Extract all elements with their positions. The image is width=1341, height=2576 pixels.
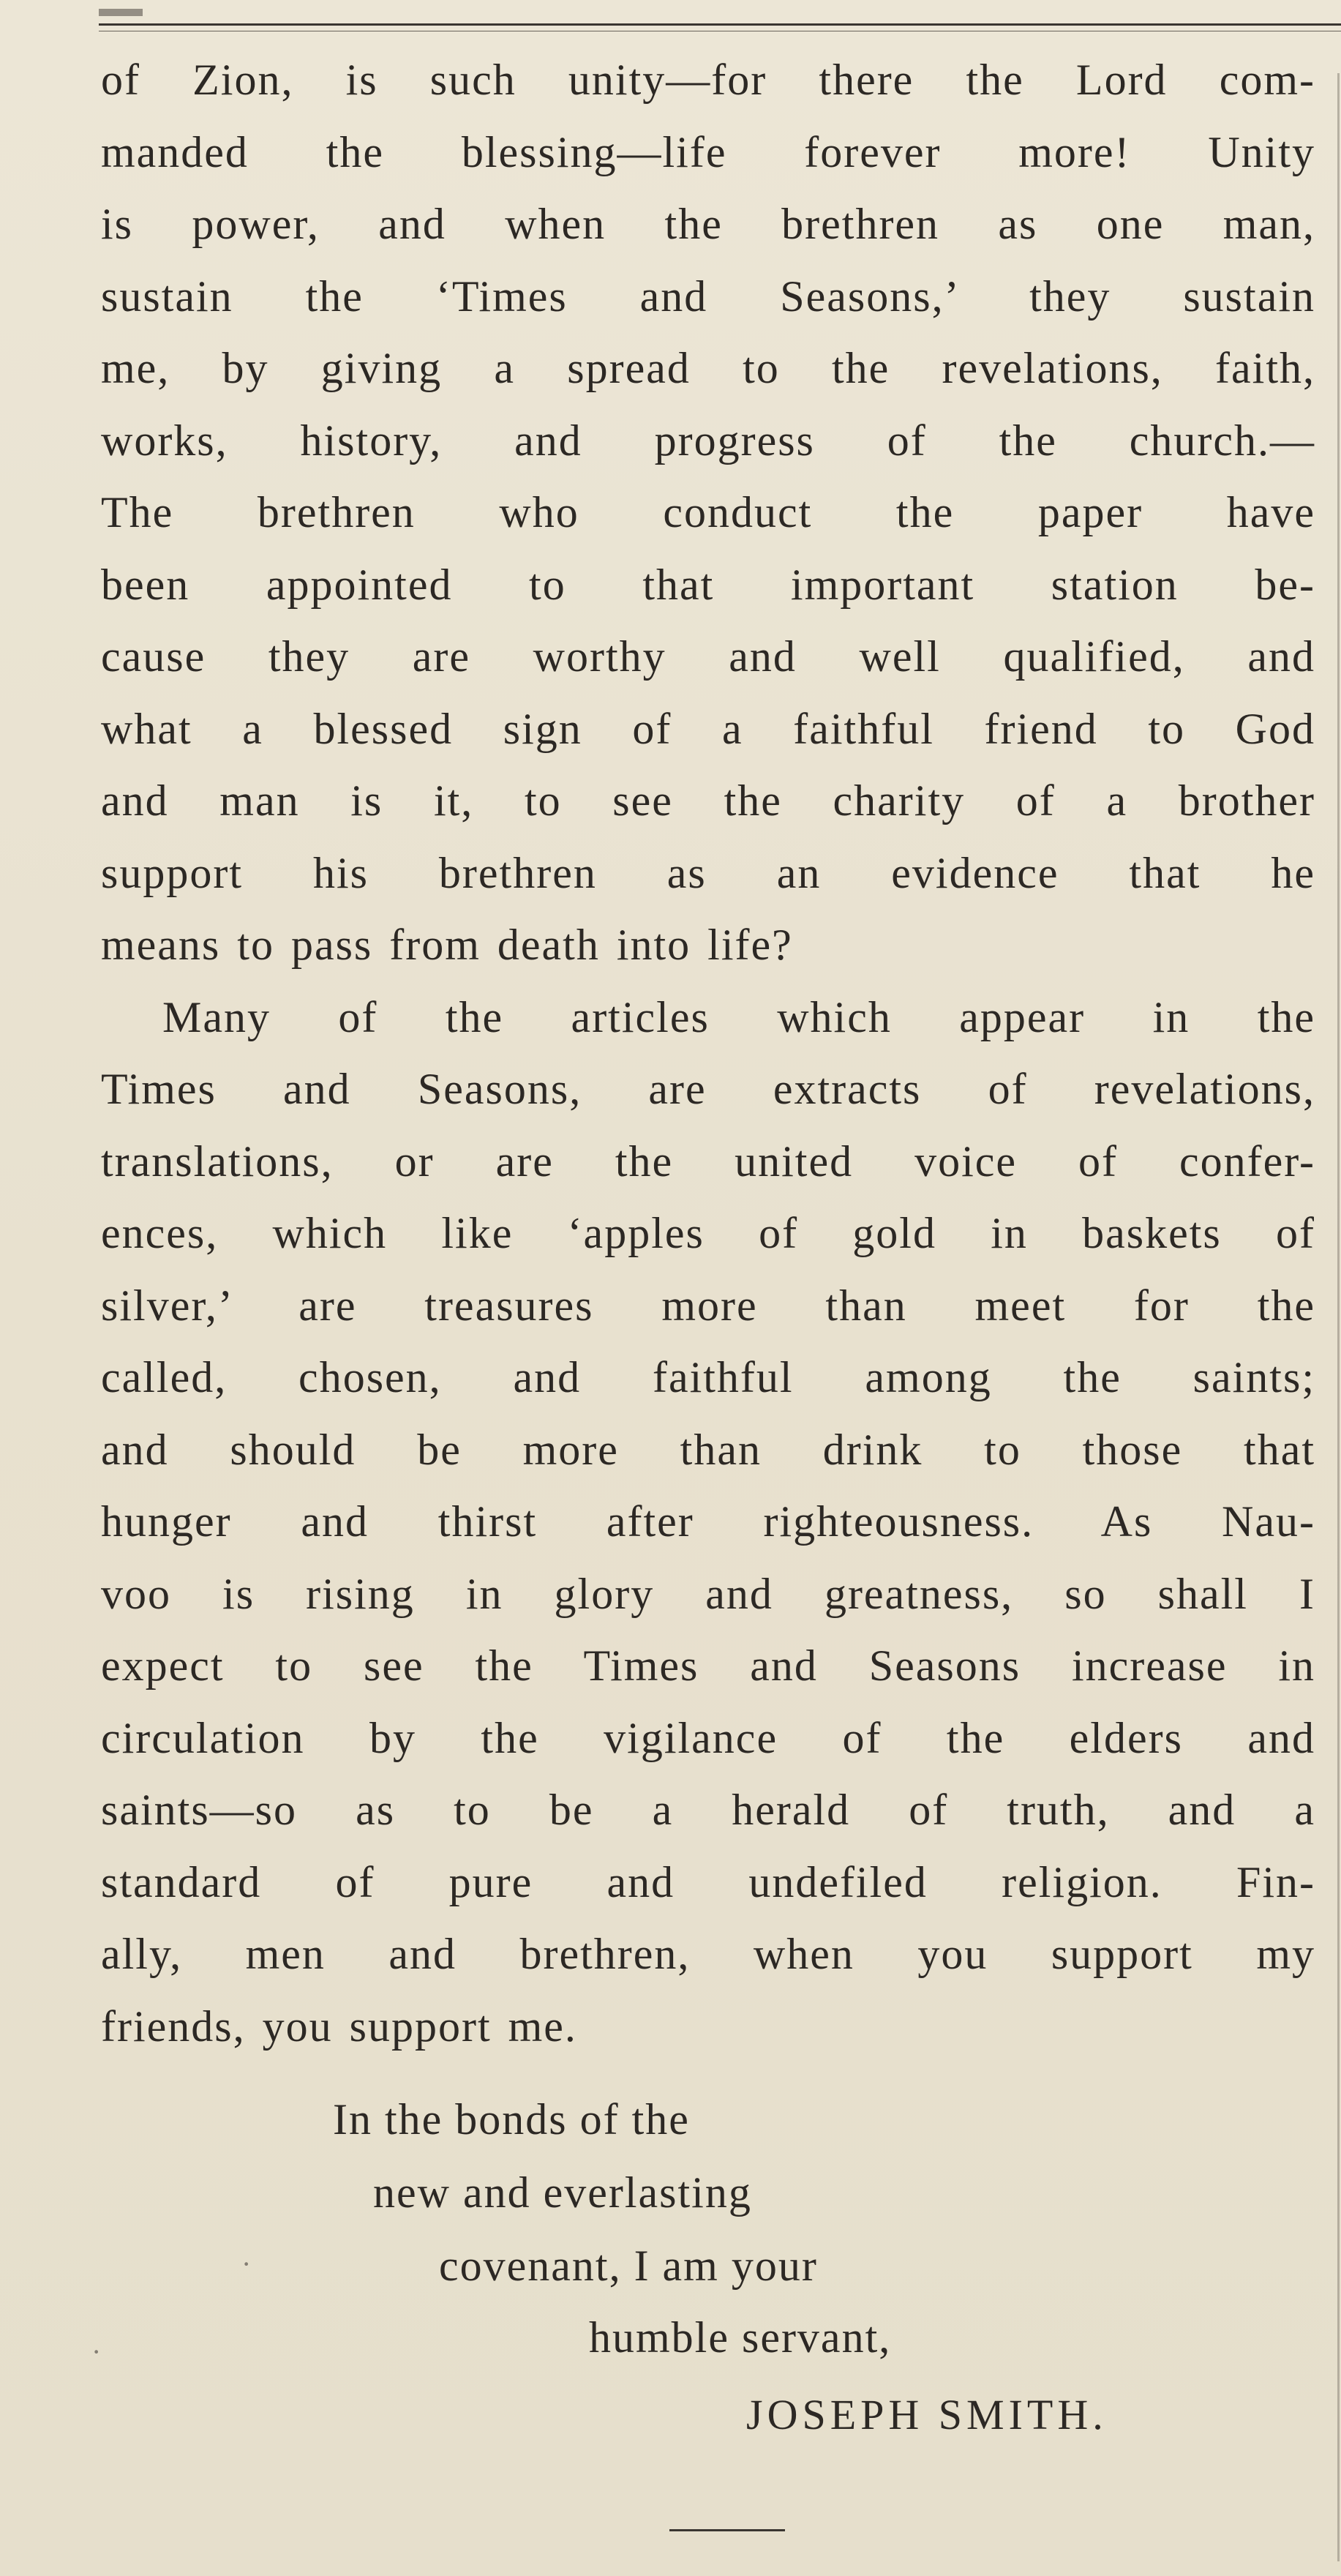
article-line: been appointed to that important station be- (101, 560, 1315, 609)
article-line: called, chosen, and faithful among the saints; (101, 1353, 1315, 1401)
closing-line-2: new and everlasting (373, 2168, 752, 2217)
article-line: me, by giving a spread to the revelations, faith, (101, 344, 1315, 392)
article-line: expect to see the Times and Seasons increase in (101, 1641, 1315, 1690)
article-line: ences, which like ‘apples of gold in baskets of (101, 1209, 1315, 1257)
article-line: means to pass from death into life? (101, 921, 793, 969)
closing-line-1: In the bonds of the (333, 2095, 690, 2143)
article-line: manded the blessing—life forever more! Unity (101, 127, 1315, 176)
article-line: voo is rising in glory and greatness, so shall I (101, 1569, 1315, 1618)
paragraph-start-line: Many of the articles which appear in the (162, 992, 1315, 1041)
article-line: sustain the ‘Times and Seasons,’ they sustain (101, 272, 1315, 321)
article-line: translations, or are the united voice of confer- (101, 1137, 1315, 1186)
column-divider (1337, 73, 1340, 2561)
article-line: what a blessed sign of a faithful friend to God (101, 704, 1315, 753)
article-line: and should be more than drink to those that (101, 1425, 1315, 1474)
article-line: saints—so as to be a herald of truth, and a (101, 1786, 1315, 1834)
article-line: friends, you support me. (101, 2002, 577, 2051)
ink-smudge: · (91, 2335, 102, 2368)
article-line: cause they are worthy and well qualified, and (101, 632, 1315, 681)
article-line: is power, and when the brethren as one man, (101, 200, 1315, 248)
article-line: silver,’ are treasures more than meet for the (101, 1281, 1315, 1330)
article-line: of Zion, is such unity—for there the Lord com- (101, 56, 1315, 104)
article-line: standard of pure and undefiled religion. Fin- (101, 1857, 1315, 1906)
article-line: ally, men and brethren, when you support my (101, 1930, 1315, 1978)
article-line: support his brethren as an evidence that he (101, 848, 1315, 897)
article-line: works, history, and progress of the church.— (101, 416, 1315, 465)
closing-line-4: humble servant, (589, 2313, 892, 2362)
header-mark (99, 9, 143, 16)
signature: JOSEPH SMITH. (746, 2391, 1108, 2438)
article-body (101, 44, 1315, 2062)
article-line: and man is it, to see the charity of a brother (101, 776, 1315, 825)
article-line: Times and Seasons, are extracts of revelations, (101, 1065, 1315, 1113)
article-line: The brethren who conduct the paper have (101, 488, 1315, 536)
top-rule (99, 23, 1341, 26)
article-line: hunger and thirst after righteousness. As Nau- (101, 1497, 1315, 1546)
closing-line-3: covenant, I am your (439, 2242, 818, 2290)
article-line: circulation by the vigilance of the elders and (101, 1713, 1315, 1762)
end-rule (669, 2529, 785, 2531)
ink-smudge: · (241, 2247, 252, 2280)
